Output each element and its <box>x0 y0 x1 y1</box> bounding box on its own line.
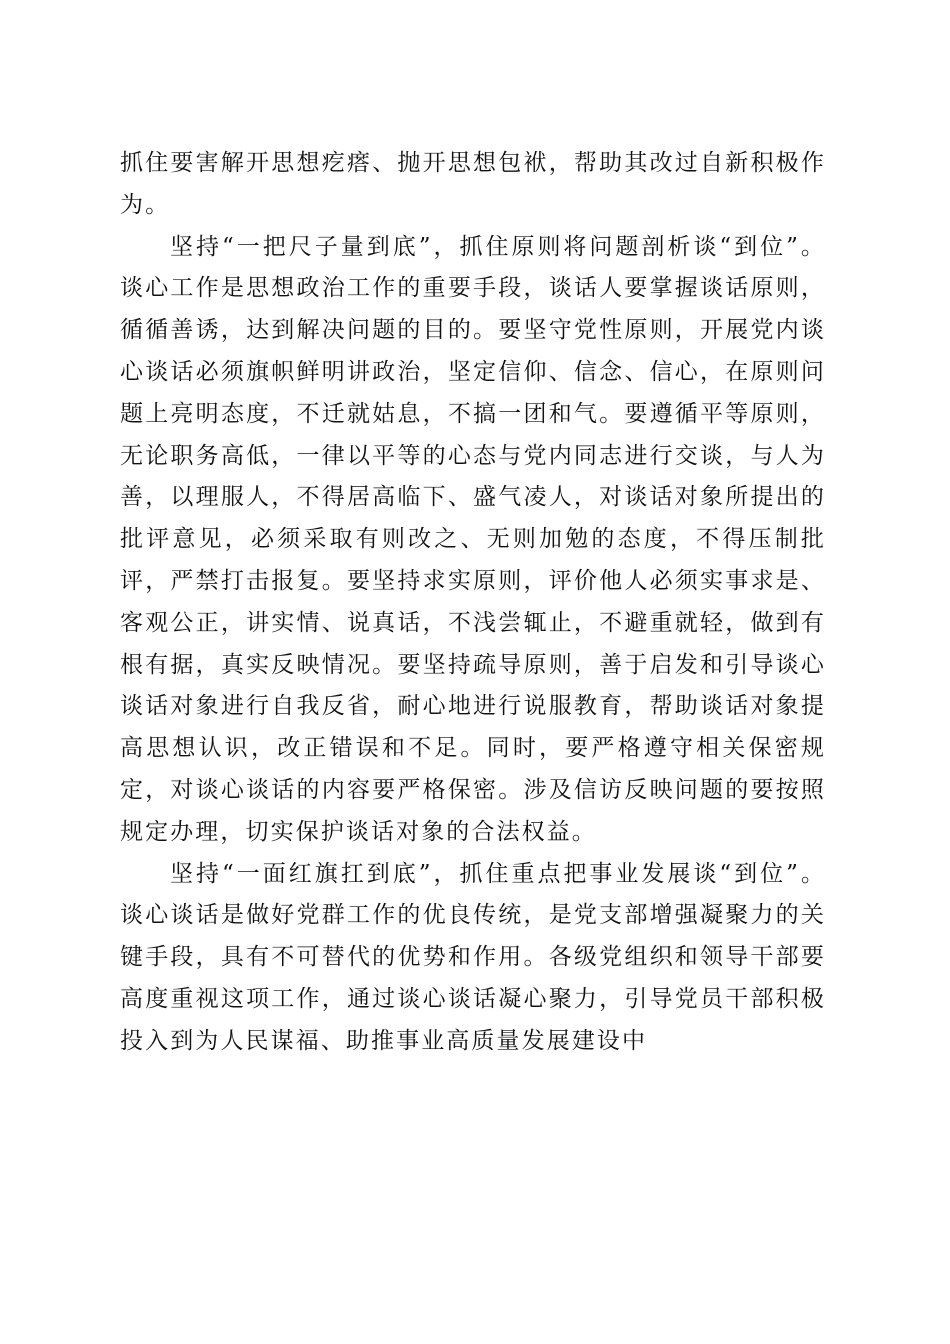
body-text <box>120 143 826 1063</box>
paragraph-principle: 坚持“一把尺子量到底”，抓住原则将问题剖析谈“到位”。谈心工作是思想政治工作的重要手段，谈话人要掌握谈话原则，循循善诱，达到解决问题的目的。要坚守党性原则，开展党内谈心谈话必须旗帜鲜明讲政治，坚定信仰、信念、信心，在原则问题上亮明态度，不迁就姑息，不搞一团和气。要遵循平等原则，无论职务高低，一律以平等的心态与党内同志进行交谈，与人为善，以理服人，不得居高临下、盛气凌人，对谈话对象所提出的批评意见，必须采取有则改之、无则加勉的态度，不得压制批评，严禁打击报复。要坚持求实原则，评价他人必须实事求是、客观公正，讲实情、说真话，不浅尝辄止，不避重就轻，做到有根有据，真实反映情况。要坚持疏导原则，善于启发和引导谈心谈话对象进行自我反省，耐心地进行说服教育，帮助谈话对象提高思想认识，改正错误和不足。同时，要严格遵守相关保密规定，对谈心谈话的内容要严格保密。涉及信访反映问题的要按照规定办理，切实保护谈话对象的合法权益。 <box>120 233 826 845</box>
paragraph-continuation: 抓住要害解开思想疙瘩、抛开思想包袱，帮助其改过自新积极作为。 <box>120 150 826 218</box>
paragraph-development: 坚持“一面红旗扛到底”，抓住重点把事业发展谈“到位”。谈心谈话是做好党群工作的优良传统，是党支部增强凝聚力的关键手段，具有不可替代的优势和作用。各级党组织和领导干部要高度重视这项工作，通过谈心谈话凝心聚力，引导党员干部积极投入到为人民谋福、助推事业高质量发展建设中 <box>120 860 826 1054</box>
